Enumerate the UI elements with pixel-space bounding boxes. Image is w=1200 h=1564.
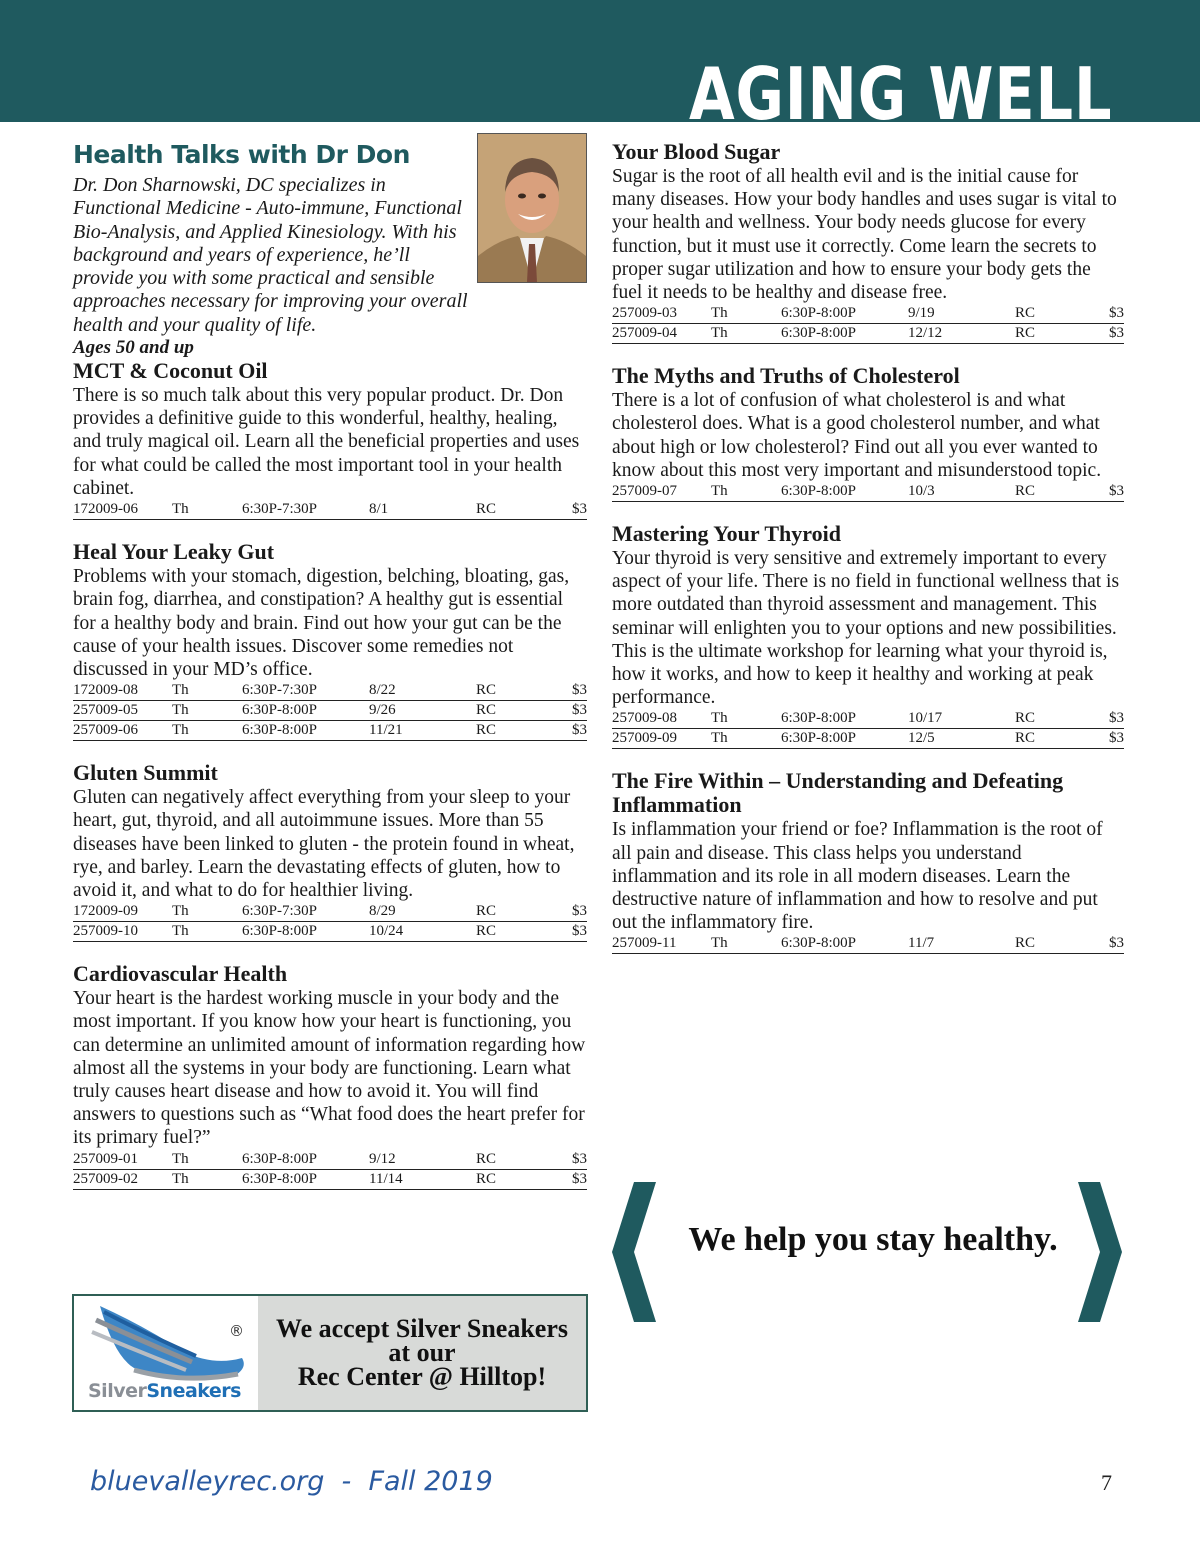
course-schedule xyxy=(73,681,587,741)
course-location: RC xyxy=(1015,935,1036,952)
course-number: 172009-06 xyxy=(73,501,138,518)
intro-ages: Ages 50 and up xyxy=(73,337,194,359)
left-bracket-icon xyxy=(610,1182,656,1322)
course-fee: $3 xyxy=(1109,710,1124,727)
course-fee: $3 xyxy=(572,702,587,719)
schedule-row xyxy=(73,721,587,741)
course-number: 257009-09 xyxy=(612,730,677,747)
course-number: 257009-11 xyxy=(612,935,677,952)
course-number: 257009-04 xyxy=(612,325,677,342)
course-time: 6:30P-8:00P xyxy=(781,325,857,342)
schedule-row xyxy=(73,922,587,942)
course-description: Sugar is the root of all health evil and is the initial cause for many diseases. How your body handles and uses sugar is vital to your health and wellness. Your body needs glucose for every function, but it must use it correctly. Come learn the secrets to proper sugar utilization and how to ensure your body gets the fuel it needs to be healthy and disease free. xyxy=(612,166,1117,304)
course-schedule xyxy=(73,500,587,520)
course-fee: $3 xyxy=(572,903,587,920)
course-location: RC xyxy=(476,702,497,719)
course-fee: $3 xyxy=(1109,325,1124,342)
course-location: RC xyxy=(1015,305,1036,322)
sneakers-line-2: at our xyxy=(388,1338,456,1367)
course-day: Th xyxy=(172,702,189,719)
course-section xyxy=(612,769,1124,954)
course-date: 8/29 xyxy=(369,903,396,920)
course-date: 10/17 xyxy=(908,710,943,727)
course-title: Cardiovascular Health xyxy=(73,961,288,987)
schedule-row xyxy=(612,482,1124,502)
promo-banner xyxy=(610,1182,1130,1322)
course-title: Your Blood Sugar xyxy=(612,139,781,164)
course-schedule xyxy=(612,709,1124,749)
course-description: There is a lot of confusion of what cholesterol is and what cholesterol does. What is a good cholesterol number, and what about high or low cholesterol? Find out all you ever wanted to know about this most very important and misunderstood topic. xyxy=(612,390,1102,481)
course-day: Th xyxy=(711,483,728,500)
course-section xyxy=(73,540,587,741)
course-date: 10/3 xyxy=(908,483,935,500)
schedule-row xyxy=(73,681,587,701)
course-section xyxy=(73,761,587,942)
schedule-row xyxy=(612,709,1124,729)
course-date: 8/1 xyxy=(369,501,389,518)
course-time: 6:30P-7:30P xyxy=(242,682,318,699)
course-day: Th xyxy=(711,710,728,727)
course-number: 257009-06 xyxy=(73,722,138,739)
course-day: Th xyxy=(711,730,728,747)
course-day: Th xyxy=(172,903,189,920)
course-time: 6:30P-8:00P xyxy=(781,483,857,500)
wordmark-silver: Silver xyxy=(88,1380,147,1402)
course-fee: $3 xyxy=(572,722,587,739)
course-time: 6:30P-8:00P xyxy=(242,1150,318,1167)
header-band xyxy=(0,0,1200,136)
course-date: 9/26 xyxy=(369,702,396,719)
course-date: 11/14 xyxy=(369,1170,403,1187)
course-number: 257009-01 xyxy=(73,1150,138,1167)
intro-text xyxy=(73,140,473,359)
course-number: 172009-09 xyxy=(73,903,138,920)
schedule-row xyxy=(73,902,587,922)
registered-mark: ® xyxy=(229,1322,244,1340)
course-title: MCT & Coconut Oil xyxy=(73,358,268,384)
course-time: 6:30P-8:00P xyxy=(242,1170,318,1187)
course-day: Th xyxy=(711,305,728,322)
schedule-row xyxy=(612,304,1124,324)
course-fee: $3 xyxy=(572,1170,587,1187)
sneakers-line-3: Rec Center @ Hilltop! xyxy=(297,1362,547,1391)
course-time: 6:30P-8:00P xyxy=(242,722,318,739)
course-location: RC xyxy=(476,903,497,920)
course-time: 6:30P-8:00P xyxy=(242,702,318,719)
course-date: 12/5 xyxy=(908,730,935,747)
course-number: 257009-07 xyxy=(612,483,677,500)
course-day: Th xyxy=(711,325,728,342)
course-location: RC xyxy=(476,501,497,518)
course-title: The Fire Within – Understanding and Defeating Inflammation xyxy=(612,768,1064,818)
course-date: 8/22 xyxy=(369,682,396,699)
course-number: 257009-05 xyxy=(73,702,138,719)
intro-title: Health Talks with Dr Don xyxy=(73,140,410,169)
course-location: RC xyxy=(476,923,497,940)
course-day: Th xyxy=(172,682,189,699)
course-day: Th xyxy=(172,1170,189,1187)
course-schedule xyxy=(612,934,1124,954)
schedule-row xyxy=(73,500,587,520)
course-title: Mastering Your Thyroid xyxy=(612,521,841,547)
course-time: 6:30P-8:00P xyxy=(781,730,857,747)
page-number: 7 xyxy=(1101,1470,1112,1495)
course-number: 257009-08 xyxy=(612,710,677,727)
course-title: Gluten Summit xyxy=(73,760,218,786)
right-course-list xyxy=(612,140,1124,954)
course-description: There is so much talk about this very popular product. Dr. Don provides a definitive guide to this wonderful, healthy, healing, and truly magical oil. Learn all the beneficial properties and uses for what could be called the most important tool in your health cabinet. xyxy=(73,385,580,499)
course-day: Th xyxy=(172,923,189,940)
course-section xyxy=(612,364,1124,502)
course-title: Heal Your Leaky Gut xyxy=(73,539,275,565)
course-time: 6:30P-8:00P xyxy=(781,710,857,727)
course-fee: $3 xyxy=(572,923,587,940)
course-number: 172009-08 xyxy=(73,682,138,699)
course-fee: $3 xyxy=(1109,305,1124,322)
footer-site[interactable]: bluevalleyrec.org - Fall 2019 xyxy=(90,1466,493,1497)
section-title: AGING WELL xyxy=(688,52,1112,136)
course-location: RC xyxy=(1015,730,1036,747)
schedule-row xyxy=(612,729,1124,749)
course-day: Th xyxy=(172,722,189,739)
course-section xyxy=(73,359,587,520)
left-course-list xyxy=(73,359,587,1189)
course-time: 6:30P-7:30P xyxy=(242,903,318,920)
course-schedule xyxy=(612,482,1124,502)
course-fee: $3 xyxy=(572,501,587,518)
silver-sneakers-wordmark xyxy=(88,1380,241,1402)
intro-block xyxy=(73,140,587,359)
course-schedule xyxy=(73,1150,587,1190)
portrait-image xyxy=(478,134,586,282)
silver-sneakers-message xyxy=(258,1296,586,1410)
course-number: 257009-03 xyxy=(612,305,677,322)
course-time: 6:30P-7:30P xyxy=(242,501,318,518)
course-description: Your thyroid is very sensitive and extremely important to every aspect of your life. There is no field in functional wellness that is more outdated than thyroid assessment and management. This seminar will enlighten you to your options and new possibilities. This is the ultimate workshop for learning what your thyroid is, how it works, and how to keep it healthy and working at peak performance. xyxy=(612,548,1120,709)
course-time: 6:30P-8:00P xyxy=(781,935,857,952)
course-day: Th xyxy=(172,501,189,518)
course-date: 10/24 xyxy=(369,923,404,940)
course-section xyxy=(612,522,1124,749)
schedule-row xyxy=(73,701,587,721)
schedule-row xyxy=(73,1170,587,1190)
schedule-row xyxy=(612,324,1124,344)
course-location: RC xyxy=(1015,483,1036,500)
course-date: 9/12 xyxy=(369,1150,396,1167)
wordmark-sneakers: Sneakers xyxy=(146,1380,241,1402)
course-date: 9/19 xyxy=(908,305,935,322)
course-section xyxy=(73,962,587,1189)
right-column xyxy=(612,140,1124,974)
course-description: Your heart is the hardest working muscle in your body and the most important. If you know how your heart is functioning, you can determine an unlimited amount of information regarding how almost all the systems in your body are functioning. Learn what truly causes heart disease and how to avoid it. You will find answers to questions such as “What food does the heart prefer for its primary fuel?” xyxy=(73,988,586,1149)
silver-sneakers-logo xyxy=(74,1296,258,1410)
course-description: Problems with your stomach, digestion, belching, bloating, gas, brain fog, diarrhea, and constipation? A healthy gut is essential for a healthy body and brain. Find out how your gut can be the cause of your health issues. Discover some remedies not discussed in your MD’s office. xyxy=(73,566,570,680)
course-time: 6:30P-8:00P xyxy=(242,923,318,940)
course-fee: $3 xyxy=(1109,730,1124,747)
course-location: RC xyxy=(1015,710,1036,727)
course-time: 6:30P-8:00P xyxy=(781,305,857,322)
course-location: RC xyxy=(1015,325,1036,342)
promo-text: We help you stay healthy. xyxy=(688,1221,1058,1258)
course-fee: $3 xyxy=(572,1150,587,1167)
course-section xyxy=(612,140,1124,344)
course-schedule xyxy=(73,902,587,942)
course-number: 257009-02 xyxy=(73,1170,138,1187)
schedule-row xyxy=(612,934,1124,954)
course-day: Th xyxy=(711,935,728,952)
schedule-row xyxy=(73,1150,587,1170)
left-column xyxy=(73,140,587,1210)
course-location: RC xyxy=(476,722,497,739)
course-date: 11/7 xyxy=(908,935,935,952)
silver-sneakers-box xyxy=(72,1294,588,1412)
intro-body: Dr. Don Sharnowski, DC specializes in Functional Medicine - Auto-immune, Functional Bio-Analysis, and Applied Kinesiology. With his background and years of experience, he’ll provide you with some practical and sensible approaches necessary for improving your overall health and your quality of life. xyxy=(73,174,468,336)
sneaker-icon xyxy=(74,1296,258,1386)
course-location: RC xyxy=(476,1170,497,1187)
course-description: Is inflammation your friend or foe? Inflammation is the root of all pain and disease. This class helps you understand inflammation and its role in all modern diseases. Learn the destructive nature of inflammation and how to resolve and put out the inflammatory fire. xyxy=(612,819,1103,934)
course-location: RC xyxy=(476,1150,497,1167)
course-location: RC xyxy=(476,682,497,699)
course-date: 12/12 xyxy=(908,325,943,342)
right-bracket-icon xyxy=(1078,1182,1124,1322)
course-fee: $3 xyxy=(572,682,587,699)
course-date: 11/21 xyxy=(369,722,403,739)
course-schedule xyxy=(612,304,1124,344)
course-number: 257009-10 xyxy=(73,923,138,940)
course-day: Th xyxy=(172,1150,189,1167)
course-title: The Myths and Truths of Cholesterol xyxy=(612,363,960,389)
instructor-photo xyxy=(477,133,587,283)
course-fee: $3 xyxy=(1109,935,1124,952)
course-description: Gluten can negatively affect everything from your sleep to your heart, gut, thyroid, and all autoimmune issues. More than 55 diseases have been linked to gluten - the protein found in wheat, rye, and barley. Learn the devastating effects of gluten, how to avoid it, and what to do for healthier living. xyxy=(73,787,575,901)
course-fee: $3 xyxy=(1109,483,1124,500)
sneakers-line-1: We accept Silver Sneakers xyxy=(276,1314,568,1343)
